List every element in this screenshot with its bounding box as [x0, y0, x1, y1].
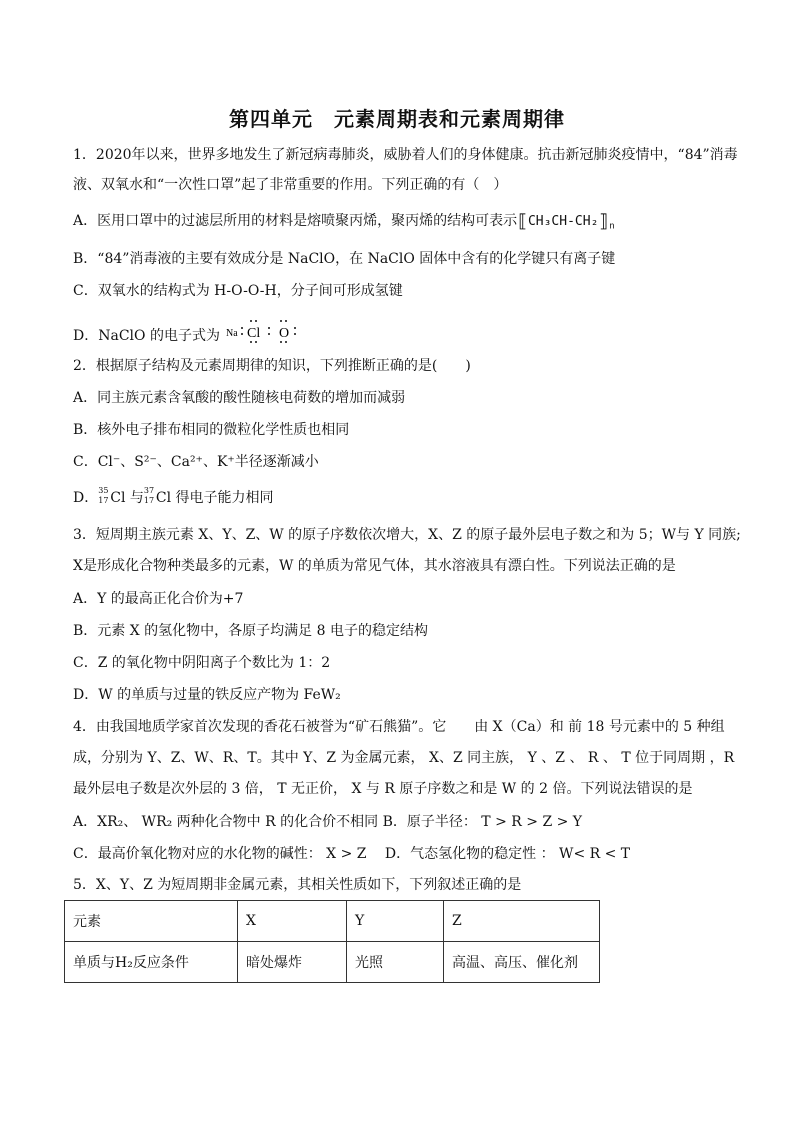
- ed-na: Na: [226, 328, 239, 339]
- page-title: 第四单元 元素周期表和元素周期律: [229, 107, 565, 131]
- q1-option-b: B．“84”消毒液的主要有效成分是 NaClO，在 NaClO 固体中含有的化学键只有离子键: [73, 251, 616, 267]
- polypropylene-formula: $⟦CH_3CH-CH_2⟧_n$: [517, 211, 615, 232]
- q3-stem-line1: 3．短周期主族元素 X、Y、Z、W 的原子序数依次增大，X、Z 的原子最外层电子数之和为 5；W与 Y 同族;: [73, 527, 741, 543]
- q4-stem-line2: 成，分别为 Y、Z、W、R、T。其中 Y、Z 为金属元素， X、Z 同主族， Y 、Z 、 R 、 T 位于同周期 ，R: [73, 750, 735, 766]
- table-header-cell: Z: [444, 901, 600, 942]
- q5-stem: 5．X、Y、Z 为短周期非金属元素，其相关性质如下，下列叙述正确的是: [73, 877, 522, 893]
- polymer-n: n: [609, 221, 615, 232]
- q2-d-mid: 与: [125, 490, 144, 506]
- q4-options-cd: C．最高价氧化物对应的水化物的碱性： X > Z D．气态氢化物的稳定性 ： W< R < T: [73, 846, 631, 862]
- table-header-cell: X: [238, 901, 347, 942]
- q3-option-a: A．Y 的最高正化合价为+7: [73, 591, 244, 607]
- table-row: [65, 942, 600, 983]
- naclo-electron-formula: [224, 318, 304, 344]
- polypropylene-formula-text: CH₃CH-CH₂: [527, 214, 599, 229]
- q4-stem-line1: 4．由我国地质学家首次发现的香花石被誉为“矿石熊猫”。它 由 X（Ca）和 前 18 号元素中的 5 种组: [73, 719, 725, 735]
- isotope-cl35-symbol: Cl: [110, 490, 126, 506]
- q1-option-a: [73, 211, 773, 237]
- table-row-label: 单质与H₂反应条件: [65, 942, 238, 983]
- q2-d-prefix: D．: [73, 490, 99, 506]
- isotope-cl35: [98, 487, 110, 505]
- q1-option-d: [73, 318, 773, 346]
- q1-stem-line2: 液、双氧水和“一次性口罩”起了非常重要的作用。下列正确的有（ ）: [73, 177, 508, 193]
- table-cell: 暗处爆炸: [238, 942, 347, 983]
- q2-option-a: A．同主族元素含氧酸的酸性随核电荷数的增加而减弱: [73, 390, 406, 406]
- isotope-cl37-atomic: 17: [143, 496, 155, 505]
- ed-o: O: [279, 326, 290, 341]
- isotope-cl37-symbol: Cl: [155, 490, 172, 506]
- isotope-cl35-atomic: 17: [98, 496, 109, 505]
- q2-option-d: [73, 487, 773, 508]
- q1-option-d-text: D．NaClO 的电子式为: [73, 328, 220, 344]
- q3-stem-line2: X是形成化合物种类最多的元素，W 的单质为常见气体，其水溶液具有漂白性。下列说法正确的是: [73, 558, 676, 574]
- q2-stem: 2．根据原子结构及元素周期律的知识，下列推断正确的是( ): [73, 358, 471, 374]
- q3-option-d: D．W 的单质与过量的铁反应产物为 FeW₂: [73, 687, 341, 703]
- q4-stem-line3: 最外层电子数是次外层的 3 倍， T 无正价， X 与 R 原子序数之和是 W 的 2 倍。下列说法错误的是: [73, 781, 693, 797]
- isotope-cl35-mass: 35: [98, 486, 109, 495]
- q2-option-b: B．核外电子排布相同的微粒化学性质也相同: [73, 422, 350, 438]
- q2-option-c: C．Cl⁻、S²⁻、Ca²⁺、K⁺半径逐渐减小: [73, 454, 319, 470]
- q2-d-suffix: 得电子能力相同: [171, 490, 274, 506]
- q1-stem-line1: 1．2020年以来，世界多地发生了新冠病毒肺炎，威胁着人们的身体健康。抗击新冠肺炎疫情中，“84”消毒: [73, 147, 738, 163]
- q3-option-b: B．元素 X 的氢化物中，各原子均满足 8 电子的稳定结构: [73, 623, 428, 639]
- q5-property-table: [64, 900, 600, 983]
- q3-option-c: C．Z 的氧化物中阴阳离子个数比为 1：2: [73, 655, 331, 671]
- table-header-cell: 元素: [65, 901, 238, 942]
- ed-cl: Cl: [247, 326, 261, 341]
- q4-options-ab: A．XR₂、 WR₂ 两种化合物中 R 的化合价不相同 B．原子半径： T > R > Z > Y: [73, 814, 583, 830]
- q1-option-a-text: A．医用口罩中的过滤层所用的材料是熔喷聚丙烯，聚丙烯的结构可表示: [73, 213, 518, 229]
- isotope-cl37: [144, 487, 156, 505]
- isotope-cl37-mass: 37: [143, 486, 155, 495]
- q1-option-c: C．双氧水的结构式为 H-O-O-H，分子间可形成氢键: [73, 283, 403, 299]
- table-header-row: [65, 901, 600, 942]
- table-header-cell: Y: [347, 901, 444, 942]
- table-cell: 高温、高压、催化剂: [444, 942, 600, 983]
- table-cell: 光照: [347, 942, 444, 983]
